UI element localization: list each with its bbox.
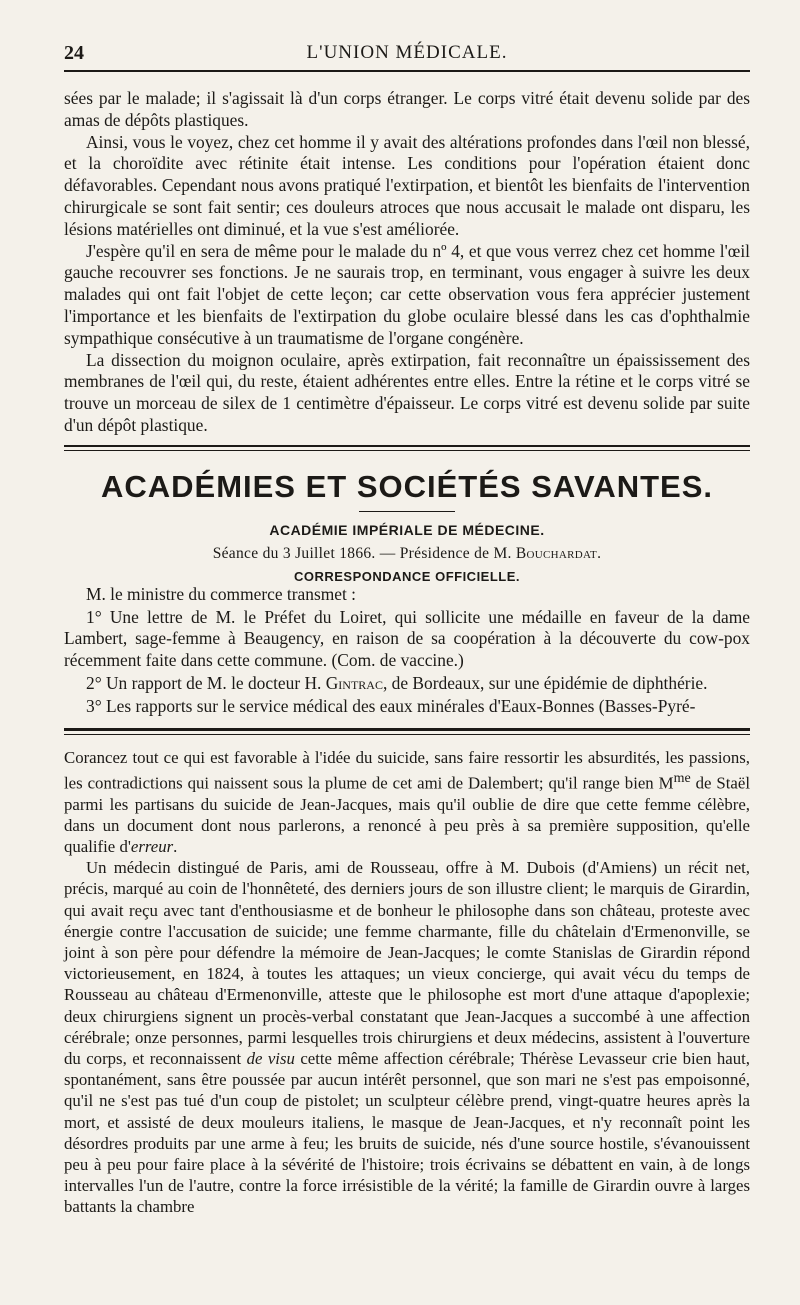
text-run: me	[673, 770, 691, 786]
running-title: L'UNION MÉDICALE.	[306, 42, 508, 63]
correspondence-item: 1° Une lettre de M. le Préfet du Loiret, qui sollicite une médaille en faveur de la dame Lambert, sage-femme à Beaugency, en raison de sa coopération à la découverte du cow-pox récemment faite dans cette commune. (Com. de vaccine.)	[64, 606, 750, 671]
minister-line: M. le ministre du commerce transmet :	[86, 583, 356, 604]
header-rule	[64, 70, 750, 72]
session-line	[64, 545, 750, 563]
item2-name: Gintrac	[325, 672, 383, 693]
paragraph: Ainsi, vous le voyez, chez cet homme il y avait des altérations profondes dans l'œil non blessé, et la choroïdite avec rétinite était intense. Les conditions pour l'opération étaient donc défavorables. Cependant nous avons pratiqué l'extirpation, et bientôt les bienfaits de l'intervention chirurgicale se sont fait sentir; ces douleurs atroces que nous accusait le malade ont disparu, les lésions matérielles ont diminué, et la vue s'est améliorée.	[64, 131, 750, 239]
lecture-text	[64, 88, 750, 437]
text-run: Un médecin distingué de Paris, ami de Rousseau, offre à M. Dubois (d'Amiens) un récit net, précis, marqué au coin de l'honnêteté, des derniers jours de son illustre client; le marquis de Girardin, qui avait reçu avec tant d'enthousiasme et de bonheur le philosophe dans son château, proteste avec énergie contre l'accusation de suicide; une femme charmante, fille du châtelain d'Ermenonville, se joint à son père pour défendre la mémoire de Jean-Jacques; le comte Stanislas de Girardin répond victorieusement, en 1824, à toutes les attaques; un vieux concierge, qui avait vécu du temps de Rousseau au château d'Ermenonville, atteste que le philosophe est mort d'une attaque d'apoplexie; deux chirurgiens signent un procès-verbal constatant que Jean-Jacques a succombé à une affection cérébrale; onze personnes, parmi lesquelles trois chirurgiens et deux médecins, assistent à l'ouverture du corps, et reconnaissent	[64, 858, 750, 1068]
section-title: ACADÉMIES ET SOCIÉTÉS SAVANTES.	[100, 468, 714, 504]
text-run: cette même affection cérébrale; Thérèse Levasseur crie bien haut, spontanément, sans être poussée par aucun intérêt personnel, que son mari ne s'est pas empoisonné, qu'il ne s'est pas tué d'un coup de pistolet; un sculpteur célèbre prend, vingt-quatre heures après la mort, et assisté de deux mouleurs italiens, le masque de Jean-Jacques, et n'y reconnaît point les désordres produits par une arme à feu; les bruits de suicide, nés d'une source hostile, s'évanouissent peu à peu pour faire place à la sévérité de l'histoire; trois écrivains se débattent en vain, à de longs intervalles l'un de l'autre, contre la force irrésistible de la vérité; la famille de Girardin ouvre à larges battants la chambre	[64, 1048, 750, 1217]
correspondence-text	[64, 584, 750, 718]
session-suffix: .	[597, 544, 602, 562]
paragraph	[64, 747, 750, 858]
item2-prefix: 2° Un rapport de M. le docteur H.	[86, 672, 326, 693]
paragraph	[64, 857, 750, 1217]
page-number: 24	[64, 42, 84, 64]
section-rule	[64, 445, 750, 451]
correspondence-item: 3° Les rapports sur le service médical des eaux minérales d'Eaux-Bonnes (Basses-Pyré-	[86, 695, 696, 716]
correspondence-title: CORRESPONDANCE OFFICIELLE.	[293, 568, 521, 584]
item2-suffix: , de Bordeaux, sur une épidémie de diphthérie.	[382, 672, 708, 693]
page-header	[64, 38, 750, 68]
academy-title: ACADÉMIE IMPÉRIALE DE MÉDECINE.	[269, 521, 545, 538]
emphasis: erreur	[130, 836, 174, 856]
session-prefix: Séance du 3 Juillet 1866. — Présidence de M.	[212, 544, 516, 562]
paragraph: La dissection du moignon oculaire, après extirpation, fait reconnaître un épaississement des membranes de l'œil qui, du reste, étaient adhérentes entre elles. Entre la rétine et le corps vitré se trouve un morceau de silex de 1 centimètre d'épaisseur. Le corps vitré est devenu solide par suite d'un dépôt plastique.	[64, 349, 750, 435]
short-rule	[359, 511, 455, 512]
text-run: Corancez tout ce qui est favorable à l'idée du suicide, sans faire ressortir les absurdités, les passions, les contradictions qui naissent sous la plume de cet ami de Dalembert; qu'il range bien M	[64, 747, 750, 793]
feuilleton-rule	[64, 728, 750, 735]
paragraph: J'espère qu'il en sera de même pour le malade du nº 4, et que vous verrez chez cet homme l'œil gauche recouvrer ses fonctions. Je ne saurais trop, en terminant, vous engager à suivre les deux malades qui ont fait l'objet de cette leçon; car cette observation vous fera apprécier justement l'importance et les bienfaits de l'extirpation du globe oculaire blessé dans les cas d'ophthalmie sympathique consécutive à un traumatisme de l'organe congénère.	[64, 240, 750, 348]
president-name: Bouchardat	[515, 544, 598, 562]
paragraph: sées par le malade; il s'agissait là d'un corps étranger. Le corps vitré était devenu solide par des amas de dépôts plastiques.	[64, 88, 750, 130]
text-run: .	[173, 836, 178, 856]
feuilleton-text	[64, 747, 750, 1218]
text-run: de Staël parmi les partisans du suicide de Jean-Jacques, mais qu'il oublie de dire que cette femme célèbre, dans un document dont nous parlerons, a renoncé à peu près à sa première supposition, qu'elle qualifie d'	[64, 773, 750, 856]
correspondence-item	[64, 673, 750, 695]
emphasis: de visu	[246, 1048, 295, 1068]
